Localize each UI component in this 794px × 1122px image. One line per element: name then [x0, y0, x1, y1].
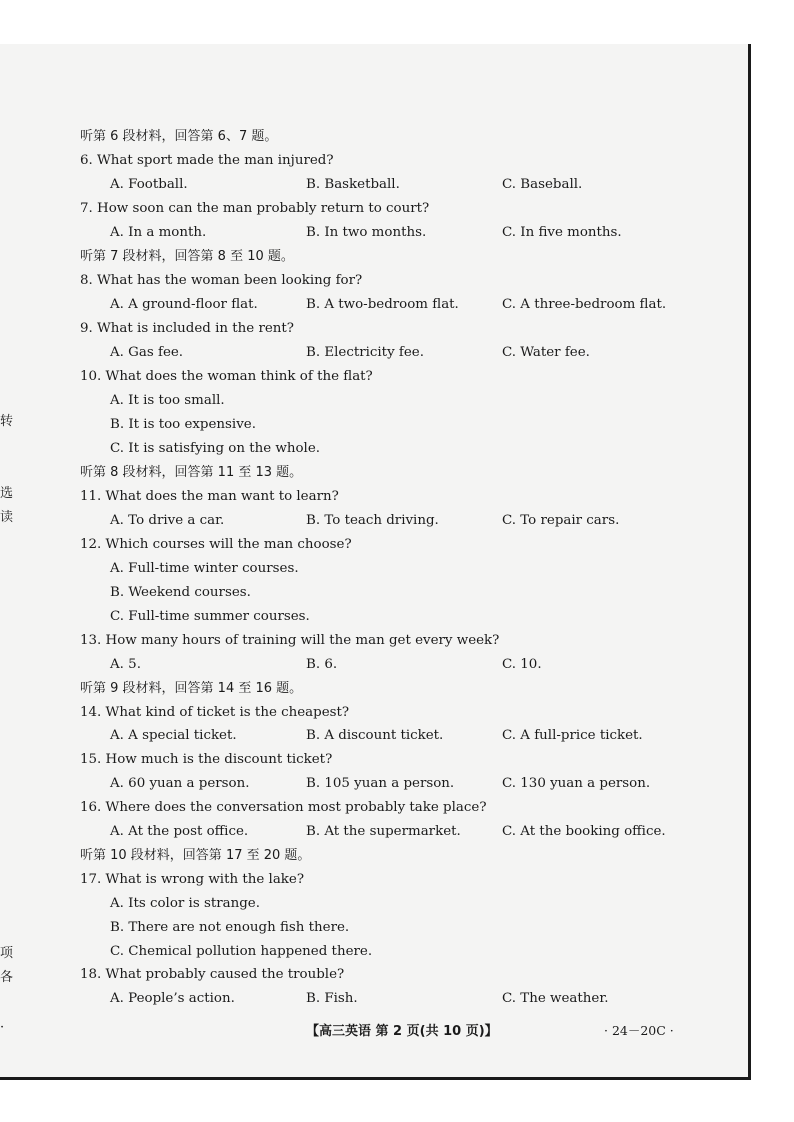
option-7c: C. In five months.	[502, 225, 622, 240]
option-12a: A. Full-time winter courses.	[110, 561, 299, 576]
option-18c: C. The weather.	[502, 991, 609, 1006]
option-11a: A. To drive a car.	[110, 513, 225, 528]
question-7: 7. How soon can the man probably return to court?	[80, 201, 430, 216]
margin-char: 各	[0, 970, 14, 985]
option-18b: B. Fish.	[306, 991, 358, 1006]
question-8: 8. What has the woman been looking for?	[80, 273, 363, 288]
option-10b: B. It is too expensive.	[110, 417, 256, 432]
margin-char: 选	[0, 486, 14, 501]
option-11b: B. To teach driving.	[306, 513, 439, 528]
option-15c: C. 130 yuan a person.	[502, 776, 651, 791]
option-13a: A. 5.	[110, 657, 141, 672]
question-13: 13. How many hours of training will the man get every week?	[80, 633, 500, 648]
option-7a: A. In a month.	[110, 225, 207, 240]
option-15a: A. 60 yuan a person.	[110, 776, 250, 791]
question-10: 10. What does the woman think of the flat?	[80, 369, 373, 384]
option-7b: B. In two months.	[306, 225, 427, 240]
question-11: 11. What does the man want to learn?	[80, 489, 339, 504]
page-footer: 【高三英语 第 2 页(共 10 页)】	[306, 1024, 498, 1039]
question-16: 16. Where does the conversation most probably take place?	[80, 800, 487, 815]
option-9b: B. Electricity fee.	[306, 345, 424, 360]
option-8a: A. A ground-floor flat.	[110, 297, 258, 312]
option-17b: B. There are not enough fish there.	[110, 920, 350, 935]
option-17c: C. Chemical pollution happened there.	[110, 944, 373, 959]
margin-char: 项	[0, 946, 14, 961]
option-17a: A. Its color is strange.	[110, 896, 260, 911]
section-heading: 听第 6 段材料，回答第 6、7 题。	[80, 129, 278, 144]
option-14a: A. A special ticket.	[110, 728, 237, 743]
question-9: 9. What is included in the rent?	[80, 321, 294, 336]
margin-char: ·	[0, 1020, 5, 1035]
option-8c: C. A three-bedroom flat.	[502, 297, 667, 312]
option-14b: B. A discount ticket.	[306, 728, 444, 743]
option-8b: B. A two-bedroom flat.	[306, 297, 459, 312]
option-15b: B. 105 yuan a person.	[306, 776, 455, 791]
option-16a: A. At the post office.	[110, 824, 249, 839]
option-11c: C. To repair cars.	[502, 513, 620, 528]
page-code: · 24－20C ·	[604, 1023, 674, 1038]
question-18: 18. What probably caused the trouble?	[80, 967, 345, 982]
question-17: 17. What is wrong with the lake?	[80, 872, 305, 887]
question-6: 6. What sport made the man injured?	[80, 153, 334, 168]
option-12c: C. Full-time summer courses.	[110, 609, 310, 624]
option-9a: A. Gas fee.	[110, 345, 184, 360]
page-edge-right	[748, 44, 751, 1080]
option-6b: B. Basketball.	[306, 177, 400, 192]
section-heading: 听第 10 段材料，回答第 17 至 20 题。	[80, 848, 311, 863]
section-heading: 听第 7 段材料，回答第 8 至 10 题。	[80, 249, 294, 264]
margin-char: 读	[0, 510, 14, 525]
option-13b: B. 6.	[306, 657, 338, 672]
option-16b: B. At the supermarket.	[306, 824, 461, 839]
option-6a: A. Football.	[110, 177, 188, 192]
page-edge-bottom	[0, 1077, 751, 1080]
option-16c: C. At the booking office.	[502, 824, 666, 839]
option-18a: A. People’s action.	[110, 991, 235, 1006]
question-14: 14. What kind of ticket is the cheapest?	[80, 705, 350, 720]
margin-char: 转	[0, 414, 14, 429]
section-heading: 听第 8 段材料，回答第 11 至 13 题。	[80, 465, 303, 480]
option-10c: C. It is satisfying on the whole.	[110, 441, 321, 456]
option-13c: C. 10.	[502, 657, 542, 672]
option-9c: C. Water fee.	[502, 345, 590, 360]
option-6c: C. Baseball.	[502, 177, 583, 192]
question-12: 12. Which courses will the man choose?	[80, 537, 352, 552]
question-15: 15. How much is the discount ticket?	[80, 752, 333, 767]
option-10a: A. It is too small.	[110, 393, 225, 408]
option-14c: C. A full-price ticket.	[502, 728, 643, 743]
section-heading: 听第 9 段材料，回答第 14 至 16 题。	[80, 681, 303, 696]
option-12b: B. Weekend courses.	[110, 585, 251, 600]
